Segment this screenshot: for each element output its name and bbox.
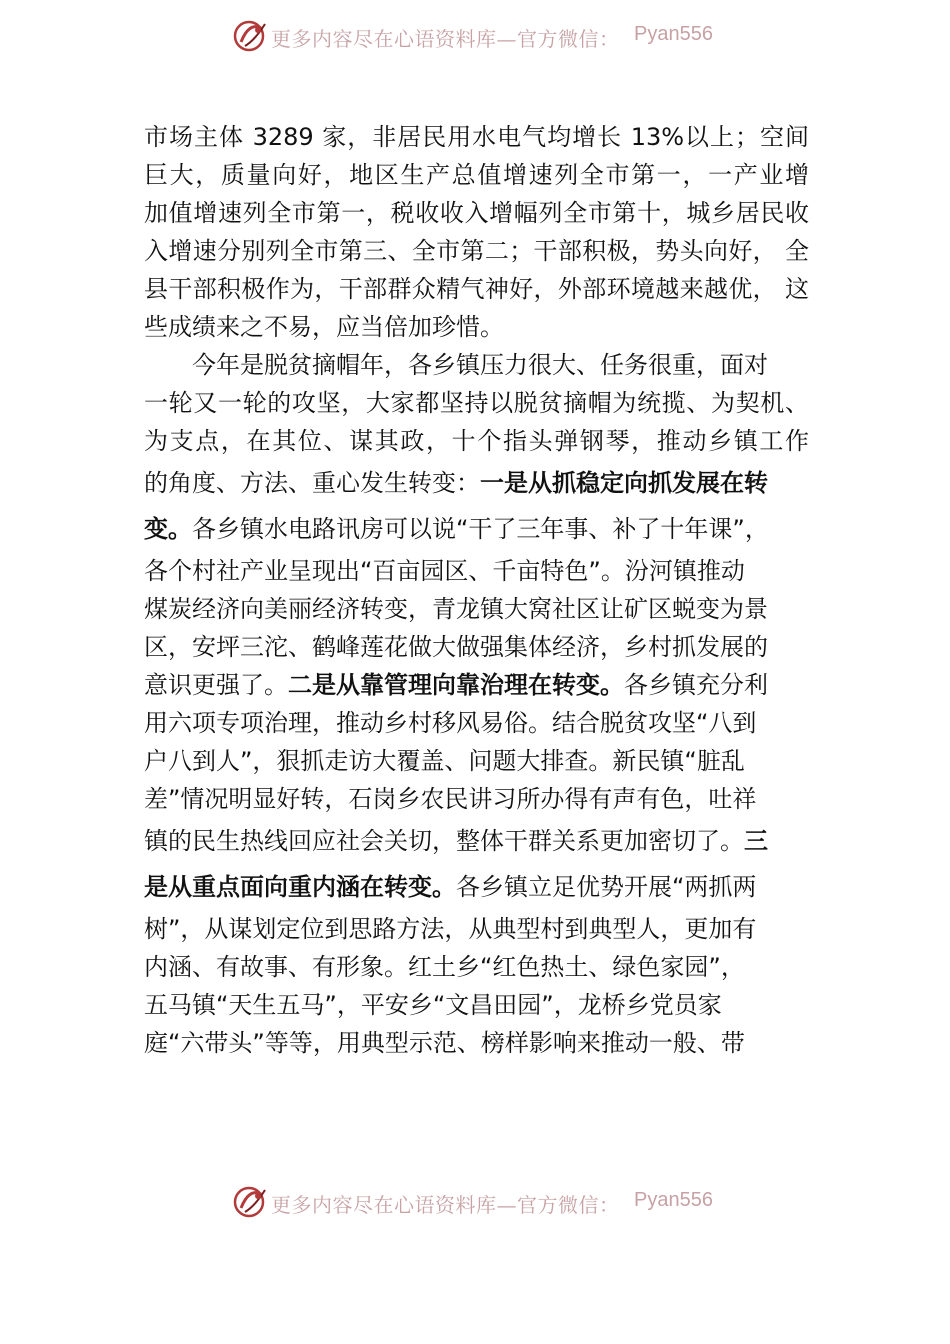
watermark-brand-text: 更多内容尽在心语资料库—官方微信：: [271, 1193, 620, 1217]
paragraph-start-line: 今年是脱贫摘帽年，各乡镇压力很大、任务很重，面对: [192, 351, 768, 379]
text-line: 市场主体 3289 家，非居民用水电气均增长 13%以上；空间: [144, 123, 809, 151]
text-run: 的角度、方法、重心发生转变：: [144, 469, 480, 497]
text-line: 入增速分别列全市第三、全市第二；干部积极，势头向好， 全: [144, 237, 809, 265]
text-line: 县干部积极作为，干部群众精气神好，外部环境越来越优， 这: [144, 275, 809, 303]
text-run: 各乡镇充分利: [624, 671, 768, 699]
bold-heading-2: 二是从靠管理向靠治理在转变。: [288, 671, 624, 699]
footer-watermark: [0, 1180, 950, 1224]
text-line: [144, 864, 809, 910]
text-line: 树”，从谋划定位到思路方法，从典型村到典型人，更加有: [144, 915, 757, 943]
text-line: 加值增速列全市第一，税收收入增幅列全市第十，城乡居民收: [144, 199, 809, 227]
text-line: 煤炭经济向美丽经济转变，青龙镇大窝社区让矿区蜕变为景: [144, 595, 768, 623]
text-line: 巨大，质量向好，地区生产总值增速列全市第一，一产业增: [144, 161, 809, 189]
watermark-brand-text: 更多内容尽在心语资料库—官方微信：: [271, 27, 620, 51]
bold-heading-1-end: 变。: [144, 515, 192, 543]
text-run: 意识更强了。: [144, 671, 288, 699]
bold-heading-3: 三: [744, 827, 768, 855]
text-line: 内涵、有故事、有形象。红土乡“红色热土、绿色家园”，: [144, 953, 745, 981]
brand-logo-icon: [231, 1184, 271, 1220]
text-line: 为支点，在其位、谋其政，十个指头弹钢琴，推动乡镇工作: [144, 427, 809, 455]
text-line: [144, 818, 809, 864]
watermark-wechat-id: Pyan556: [634, 1189, 713, 1211]
document-body: [144, 118, 809, 1062]
text-line: 用六项专项治理，推动乡村移风易俗。结合脱贫攻坚“八到: [144, 709, 757, 737]
text-line: 差”情况明显好转，石岗乡农民讲习所办得有声有色，吐祥: [144, 785, 757, 813]
text-line: 些成绩来之不易，应当倍加珍惜。: [144, 313, 504, 341]
text-line: [144, 460, 809, 506]
text-line: 户八到人”，狠抓走访大覆盖、问题大排查。新民镇“脏乱: [144, 747, 745, 775]
watermark-wechat-id: Pyan556: [634, 23, 713, 45]
text-run: 镇的民生热线回应社会关切，整体干群关系更加密切了。: [144, 827, 744, 855]
bold-heading-3-end: 是从重点面向重内涵在转变。: [144, 873, 456, 901]
text-line: 一轮又一轮的攻坚，大家都坚持以脱贫摘帽为统揽、为契机、: [144, 389, 809, 417]
text-run: 各乡镇立足优势开展“两抓两: [456, 873, 757, 901]
text-line: [144, 666, 809, 704]
text-line: [144, 506, 809, 552]
brand-logo-icon: [231, 18, 271, 54]
bold-heading-1: 一是从抓稳定向抓发展在转: [480, 469, 768, 497]
text-line: 区，安坪三沱、鹤峰莲花做大做强集体经济，乡村抓发展的: [144, 633, 768, 661]
header-watermark: [0, 14, 950, 58]
text-line: 各个村社产业呈现出“百亩园区、千亩特色”。汾河镇推动: [144, 557, 745, 585]
text-line: 庭“六带头”等等，用典型示范、榜样影响来推动一般、带: [144, 1029, 745, 1057]
text-line: 五马镇“天生五马”，平安乡“文昌田园”，龙桥乡党员家: [144, 991, 722, 1019]
text-run: 各乡镇水电路讯房可以说“干了三年事、补了十年课”，: [192, 515, 769, 543]
